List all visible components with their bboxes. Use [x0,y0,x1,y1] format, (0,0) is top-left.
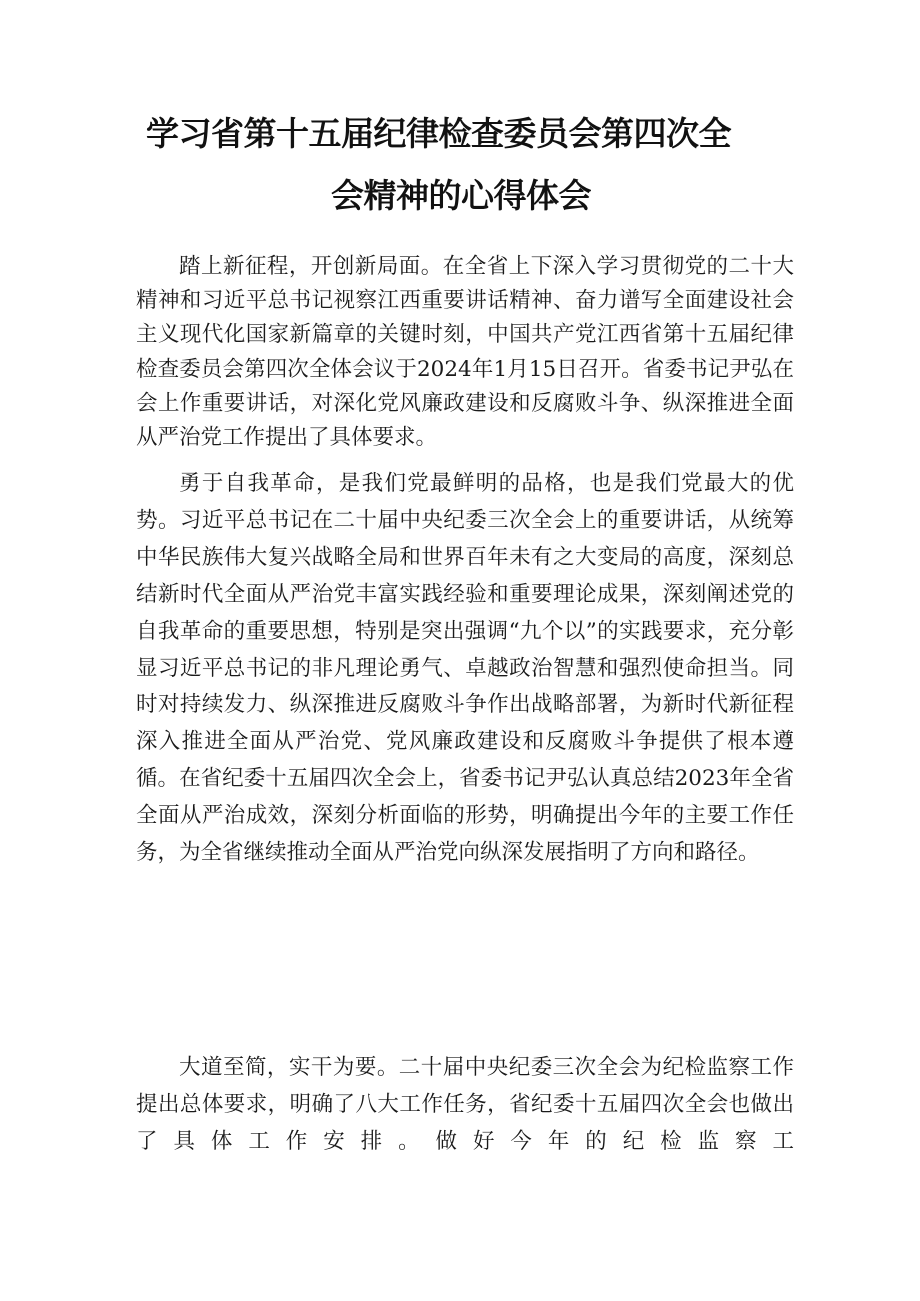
document-title-line-1: 学习省第十五届纪律检查委员会第四次全 [146,114,731,153]
document-title-line-2: 会精神的心得体会 [331,176,591,215]
paragraph-2: 勇于自我革命，是我们党最鲜明的品格，也是我们党最大的优势。习近平总书记在二十届中央纪委三次全会上的重要讲话，从统筹中华民族伟大复兴战略全局和世界百年未有之大变局的高度，深刻总结新时代全面从严治党丰富实践经验和重要理论成果，深刻阐述党的自我革命的重要思想，特别是突出强调“九个以”的实践要求，充分彰显习近平总书记的非凡理论勇气、卓越政治智慧和强烈使命担当。同时对持续发力、纵深推进反腐败斗争作出战略部署，为新时代新征程深入推进全面从严治党、党风廉政建设和反腐败斗争提供了根本遵循。在省纪委十五届四次全会上，省委书记尹弘认真总结2023年全省全面从严治成效，深刻分析面临的形势，明确提出今年的主要工作任务，为全省继续推动全面从严治党向纵深发展指明了方向和路径。 [136,471,794,866]
paragraph-3: 大道至简，实干为要。二十届中央纪委三次全会为纪检监察工作提出总体要求，明确了八大工作任务，省纪委十五届四次全会也做出了具体工作安排。做好今年的纪检监察工 [136,1055,794,1154]
paragraph-1: 踏上新征程，开创新局面。在全省上下深入学习贯彻党的二十大精神和习近平总书记视察江西重要讲话精神、奋力谱写全面建设社会主义现代化国家新篇章的关键时刻，中国共产党江西省第十五届纪律检查委员会第四次全体会议于2024年1月15日召开。省委书记尹弘在会上作重要讲话，对深化党风廉政建设和反腐败斗争、纵深推进全面从严治党工作提出了具体要求。 [136,254,794,451]
